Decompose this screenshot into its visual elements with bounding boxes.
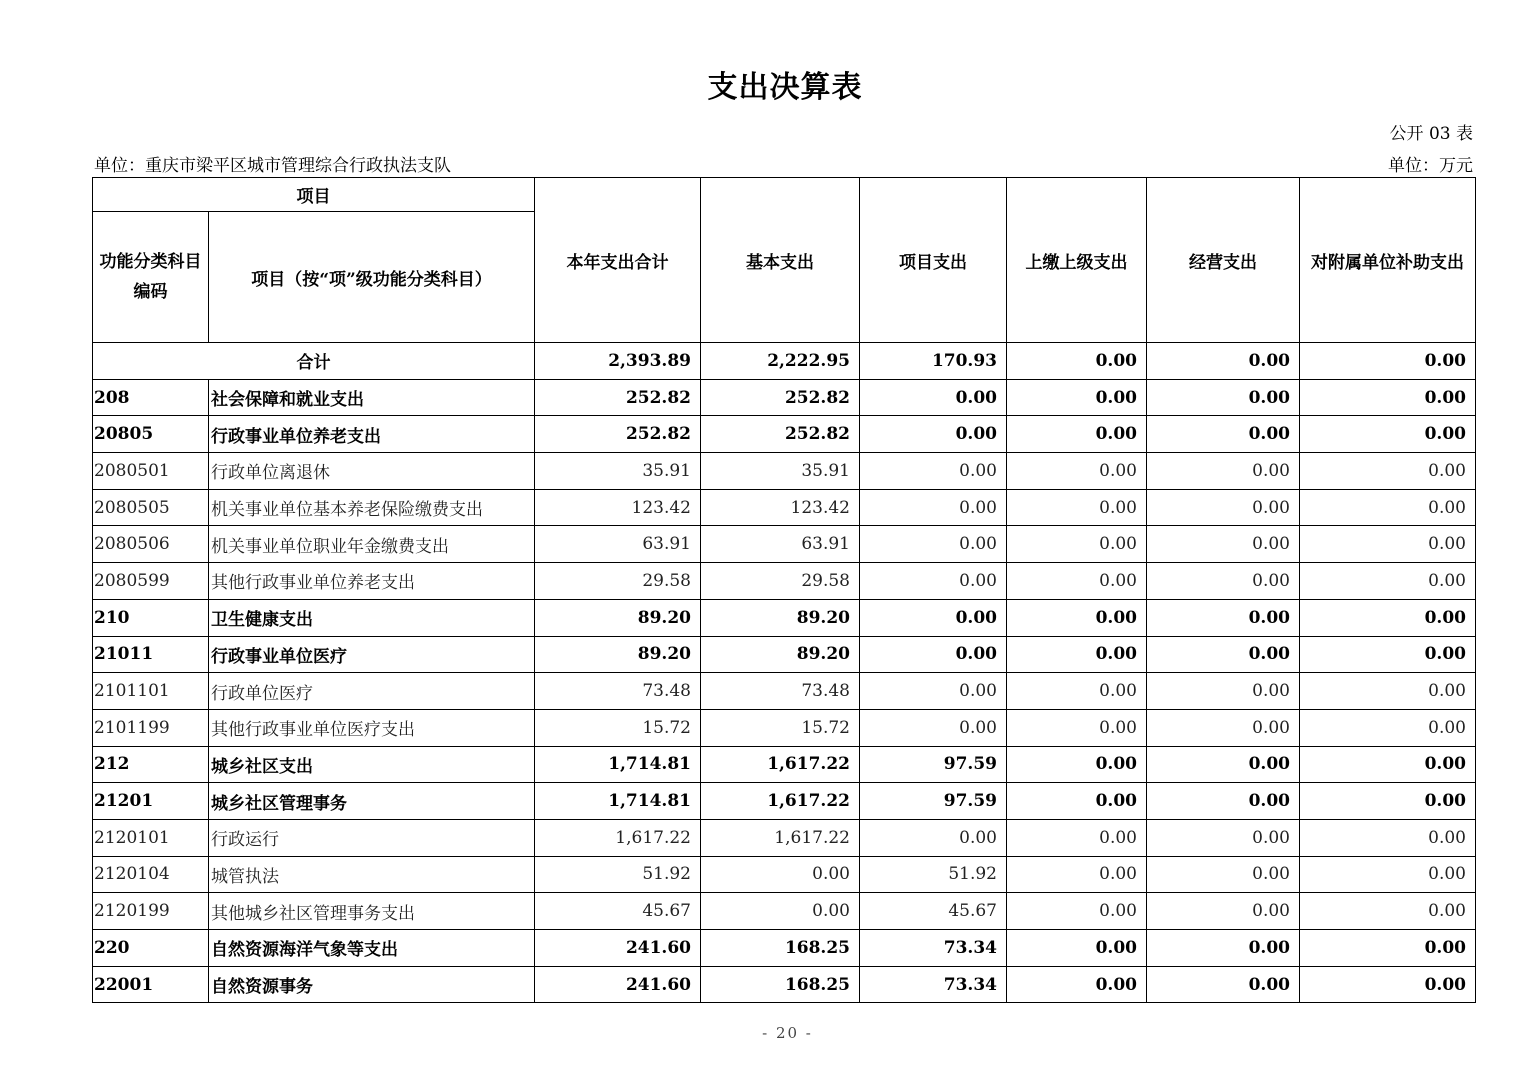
name-cell: 行政单位离退休 bbox=[209, 453, 535, 490]
header-project-expenditure: 项目支出 bbox=[860, 178, 1007, 343]
subsidy-cell: 0.00 bbox=[1300, 930, 1476, 967]
subsidy-cell: 0.00 bbox=[1300, 416, 1476, 453]
subsidy-cell: 0.00 bbox=[1300, 379, 1476, 416]
subsidy-cell: 0.00 bbox=[1300, 856, 1476, 893]
header-total: 本年支出合计 bbox=[535, 178, 701, 343]
header-business: 经营支出 bbox=[1147, 178, 1300, 343]
project-cell: 0.00 bbox=[860, 673, 1007, 710]
total-cell: 89.20 bbox=[535, 636, 701, 673]
upper-cell: 0.00 bbox=[1007, 379, 1147, 416]
upper-cell: 0.00 bbox=[1007, 819, 1147, 856]
business-cell: 0.00 bbox=[1147, 636, 1300, 673]
project-cell: 0.00 bbox=[860, 526, 1007, 563]
upper-cell: 0.00 bbox=[1007, 746, 1147, 783]
code-cell: 2080599 bbox=[93, 563, 209, 600]
basic-cell: 35.91 bbox=[701, 453, 860, 490]
total-label: 合计 bbox=[93, 343, 535, 380]
subsidy-cell: 0.00 bbox=[1300, 966, 1476, 1003]
upper-cell: 0.00 bbox=[1007, 783, 1147, 820]
name-cell: 行政事业单位养老支出 bbox=[209, 416, 535, 453]
subsidy-cell: 0.00 bbox=[1300, 599, 1476, 636]
project-cell: 73.34 bbox=[860, 930, 1007, 967]
table-row bbox=[93, 709, 1476, 746]
business-cell: 0.00 bbox=[1147, 343, 1300, 380]
code-cell: 2120199 bbox=[93, 893, 209, 930]
table-row bbox=[93, 416, 1476, 453]
total-cell: 1,714.81 bbox=[535, 746, 701, 783]
total-cell: 123.42 bbox=[535, 489, 701, 526]
total-cell: 63.91 bbox=[535, 526, 701, 563]
header-project: 项目 bbox=[93, 178, 535, 212]
subsidy-cell: 0.00 bbox=[1300, 746, 1476, 783]
code-cell: 212 bbox=[93, 746, 209, 783]
name-cell: 自然资源海洋气象等支出 bbox=[209, 930, 535, 967]
subsidy-cell: 0.00 bbox=[1300, 636, 1476, 673]
project-cell: 170.93 bbox=[860, 343, 1007, 380]
name-cell: 社会保障和就业支出 bbox=[209, 379, 535, 416]
name-cell: 其他行政事业单位养老支出 bbox=[209, 563, 535, 600]
project-cell: 0.00 bbox=[860, 563, 1007, 600]
name-cell: 机关事业单位职业年金缴费支出 bbox=[209, 526, 535, 563]
basic-cell: 1,617.22 bbox=[701, 819, 860, 856]
business-cell: 0.00 bbox=[1147, 453, 1300, 490]
subsidy-cell: 0.00 bbox=[1300, 489, 1476, 526]
code-cell: 2080506 bbox=[93, 526, 209, 563]
table-row bbox=[93, 636, 1476, 673]
business-cell: 0.00 bbox=[1147, 526, 1300, 563]
business-cell: 0.00 bbox=[1147, 709, 1300, 746]
total-cell: 45.67 bbox=[535, 893, 701, 930]
table-row bbox=[93, 453, 1476, 490]
name-cell: 自然资源事务 bbox=[209, 966, 535, 1003]
code-cell: 2101199 bbox=[93, 709, 209, 746]
upper-cell: 0.00 bbox=[1007, 343, 1147, 380]
basic-cell: 29.58 bbox=[701, 563, 860, 600]
name-cell: 卫生健康支出 bbox=[209, 599, 535, 636]
table-row bbox=[93, 856, 1476, 893]
table-body bbox=[93, 343, 1476, 1003]
upper-cell: 0.00 bbox=[1007, 966, 1147, 1003]
code-cell: 22001 bbox=[93, 966, 209, 1003]
header-name: 项目（按“项”级功能分类科目） bbox=[209, 212, 535, 343]
business-cell: 0.00 bbox=[1147, 819, 1300, 856]
code-cell: 21201 bbox=[93, 783, 209, 820]
total-cell: 15.72 bbox=[535, 709, 701, 746]
code-cell: 2120104 bbox=[93, 856, 209, 893]
total-cell: 252.82 bbox=[535, 416, 701, 453]
name-cell: 行政事业单位医疗 bbox=[209, 636, 535, 673]
business-cell: 0.00 bbox=[1147, 746, 1300, 783]
name-cell: 行政运行 bbox=[209, 819, 535, 856]
subsidy-cell: 0.00 bbox=[1300, 563, 1476, 600]
table-row bbox=[93, 379, 1476, 416]
name-cell: 城管执法 bbox=[209, 856, 535, 893]
header-basic: 基本支出 bbox=[701, 178, 860, 343]
table-row bbox=[93, 819, 1476, 856]
name-cell: 其他城乡社区管理事务支出 bbox=[209, 893, 535, 930]
upper-cell: 0.00 bbox=[1007, 453, 1147, 490]
basic-cell: 73.48 bbox=[701, 673, 860, 710]
total-cell: 35.91 bbox=[535, 453, 701, 490]
basic-cell: 252.82 bbox=[701, 416, 860, 453]
project-cell: 97.59 bbox=[860, 783, 1007, 820]
business-cell: 0.00 bbox=[1147, 783, 1300, 820]
code-cell: 21011 bbox=[93, 636, 209, 673]
upper-cell: 0.00 bbox=[1007, 489, 1147, 526]
page-number: - 20 - bbox=[762, 1024, 813, 1042]
code-cell: 210 bbox=[93, 599, 209, 636]
header-subsidy: 对附属单位补助支出 bbox=[1300, 178, 1476, 343]
total-cell: 252.82 bbox=[535, 379, 701, 416]
basic-cell: 252.82 bbox=[701, 379, 860, 416]
business-cell: 0.00 bbox=[1147, 893, 1300, 930]
subsidy-cell: 0.00 bbox=[1300, 709, 1476, 746]
subsidy-cell: 0.00 bbox=[1300, 453, 1476, 490]
code-cell: 220 bbox=[93, 930, 209, 967]
basic-cell: 0.00 bbox=[701, 893, 860, 930]
business-cell: 0.00 bbox=[1147, 416, 1300, 453]
basic-cell: 2,222.95 bbox=[701, 343, 860, 380]
upper-cell: 0.00 bbox=[1007, 636, 1147, 673]
business-cell: 0.00 bbox=[1147, 673, 1300, 710]
project-cell: 0.00 bbox=[860, 453, 1007, 490]
basic-cell: 168.25 bbox=[701, 966, 860, 1003]
project-cell: 0.00 bbox=[860, 819, 1007, 856]
table-row bbox=[93, 966, 1476, 1003]
total-cell: 241.60 bbox=[535, 930, 701, 967]
business-cell: 0.00 bbox=[1147, 599, 1300, 636]
basic-cell: 0.00 bbox=[701, 856, 860, 893]
subsidy-cell: 0.00 bbox=[1300, 819, 1476, 856]
reporting-unit: 单位：重庆市梁平区城市管理综合行政执法支队 bbox=[94, 156, 451, 176]
project-cell: 51.92 bbox=[860, 856, 1007, 893]
total-cell: 2,393.89 bbox=[535, 343, 701, 380]
code-cell: 20805 bbox=[93, 416, 209, 453]
business-cell: 0.00 bbox=[1147, 563, 1300, 600]
project-cell: 0.00 bbox=[860, 416, 1007, 453]
project-cell: 73.34 bbox=[860, 966, 1007, 1003]
basic-cell: 63.91 bbox=[701, 526, 860, 563]
upper-cell: 0.00 bbox=[1007, 709, 1147, 746]
subsidy-cell: 0.00 bbox=[1300, 343, 1476, 380]
project-cell: 0.00 bbox=[860, 489, 1007, 526]
header-code: 功能分类科目编码 bbox=[93, 212, 209, 343]
project-cell: 45.67 bbox=[860, 893, 1007, 930]
upper-cell: 0.00 bbox=[1007, 599, 1147, 636]
basic-cell: 1,617.22 bbox=[701, 783, 860, 820]
table-row bbox=[93, 489, 1476, 526]
expenditure-table bbox=[92, 177, 1476, 1003]
total-cell: 89.20 bbox=[535, 599, 701, 636]
total-cell: 1,617.22 bbox=[535, 819, 701, 856]
basic-cell: 168.25 bbox=[701, 930, 860, 967]
business-cell: 0.00 bbox=[1147, 930, 1300, 967]
name-cell: 城乡社区管理事务 bbox=[209, 783, 535, 820]
form-number: 公开 03 表 bbox=[1389, 124, 1473, 144]
upper-cell: 0.00 bbox=[1007, 673, 1147, 710]
project-cell: 0.00 bbox=[860, 379, 1007, 416]
upper-cell: 0.00 bbox=[1007, 563, 1147, 600]
business-cell: 0.00 bbox=[1147, 489, 1300, 526]
upper-cell: 0.00 bbox=[1007, 930, 1147, 967]
currency-unit: 单位：万元 bbox=[1388, 156, 1473, 176]
basic-cell: 15.72 bbox=[701, 709, 860, 746]
table-row bbox=[93, 599, 1476, 636]
table-row bbox=[93, 673, 1476, 710]
name-cell: 行政单位医疗 bbox=[209, 673, 535, 710]
code-cell: 2080505 bbox=[93, 489, 209, 526]
table-row bbox=[93, 526, 1476, 563]
name-cell: 城乡社区支出 bbox=[209, 746, 535, 783]
subsidy-cell: 0.00 bbox=[1300, 673, 1476, 710]
subsidy-cell: 0.00 bbox=[1300, 526, 1476, 563]
basic-cell: 89.20 bbox=[701, 636, 860, 673]
table-row bbox=[93, 930, 1476, 967]
page-title: 支出决算表 bbox=[707, 70, 863, 105]
table-row bbox=[93, 563, 1476, 600]
upper-cell: 0.00 bbox=[1007, 526, 1147, 563]
project-cell: 0.00 bbox=[860, 636, 1007, 673]
project-cell: 0.00 bbox=[860, 709, 1007, 746]
total-cell: 29.58 bbox=[535, 563, 701, 600]
total-cell: 51.92 bbox=[535, 856, 701, 893]
basic-cell: 1,617.22 bbox=[701, 746, 860, 783]
code-cell: 2080501 bbox=[93, 453, 209, 490]
upper-cell: 0.00 bbox=[1007, 416, 1147, 453]
name-cell: 其他行政事业单位医疗支出 bbox=[209, 709, 535, 746]
total-row bbox=[93, 343, 1476, 380]
total-cell: 241.60 bbox=[535, 966, 701, 1003]
code-cell: 208 bbox=[93, 379, 209, 416]
total-cell: 1,714.81 bbox=[535, 783, 701, 820]
basic-cell: 89.20 bbox=[701, 599, 860, 636]
project-cell: 97.59 bbox=[860, 746, 1007, 783]
business-cell: 0.00 bbox=[1147, 856, 1300, 893]
subsidy-cell: 0.00 bbox=[1300, 783, 1476, 820]
business-cell: 0.00 bbox=[1147, 379, 1300, 416]
table-row bbox=[93, 746, 1476, 783]
table-row bbox=[93, 893, 1476, 930]
basic-cell: 123.42 bbox=[701, 489, 860, 526]
upper-cell: 0.00 bbox=[1007, 856, 1147, 893]
subsidy-cell: 0.00 bbox=[1300, 893, 1476, 930]
total-cell: 73.48 bbox=[535, 673, 701, 710]
code-cell: 2120101 bbox=[93, 819, 209, 856]
code-cell: 2101101 bbox=[93, 673, 209, 710]
upper-cell: 0.00 bbox=[1007, 893, 1147, 930]
table-row bbox=[93, 783, 1476, 820]
header-upper: 上缴上级支出 bbox=[1007, 178, 1147, 343]
project-cell: 0.00 bbox=[860, 599, 1007, 636]
business-cell: 0.00 bbox=[1147, 966, 1300, 1003]
name-cell: 机关事业单位基本养老保险缴费支出 bbox=[209, 489, 535, 526]
